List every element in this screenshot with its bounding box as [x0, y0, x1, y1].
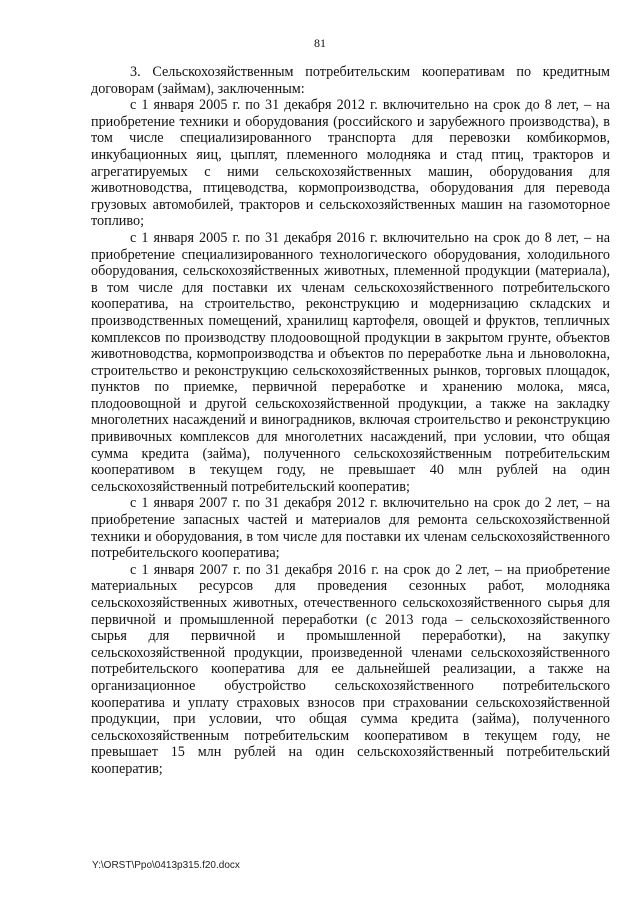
- document-body: [91, 64, 610, 778]
- paragraph-item-3: 3. Сельскохозяйственным потребительским кооперативам по кредитным договорам (займам), заключенным:: [91, 64, 610, 97]
- paragraph-term-2005-2016-8-years: с 1 января 2005 г. по 31 декабря 2016 г. включительно на срок до 8 лет, – на приобретение специализированного технологического оборудования, холодильного оборудования, сельскохозяйственных животных, племенной продукции (материала), в том числе для поставки их членам сельскохозяйственного потребительского кооператива, на строительство, реконструкцию и модернизацию складских и производственных помещений, хранилищ картофеля, овощей и фруктов, тепличных комплексов по производству плодоовощной продукции в закрытом грунте, объектов животноводства, кормопроизводства и объектов по переработке льна и льноволокна, строительство и реконструкцию сельскохозяйственных рынков, торговых площадок, пунктов по приемке, первичной переработке и хранению молока, мяса, плодоовощной и другой сельскохозяйственной продукции, а также на закладку многолетних насаждений и виноградников, включая строительство и реконструкцию прививочных комплексов для многолетних насаждений, при условии, что общая сумма кредита (займа), полученного сельскохозяйственным потребительским кооперативом в текущем году, не превышает 40 млн рублей на один сельскохозяйственный потребительский кооператив;: [91, 229, 610, 495]
- footer-file-path: Y:\ORST\Ppo\0413p315.f20.docx: [92, 860, 240, 871]
- paragraph-term-2005-2012-8-years: с 1 января 2005 г. по 31 декабря 2012 г. включительно на срок до 8 лет, – на приобретение техники и оборудования (российского и зарубежного производства), в том числе специализированного транспорта для перевозки комбикормов, инкубационных яиц, цыплят, племенного молодняка и стад птиц, тракторов и агрегатируемых с ними сельскохозяйственных машин, оборудования для животноводства, птицеводства, кормопроизводства, оборудования для перевода грузовых автомобилей, тракторов и сельскохозяйственных машин на газомоторное топливо;: [91, 97, 610, 230]
- page-number: 81: [314, 36, 326, 50]
- paragraph-term-2007-2016-2-years: с 1 января 2007 г. по 31 декабря 2016 г. на срок до 2 лет, – на приобретение материальных ресурсов для проведения сезонных работ, молодняка сельскохозяйственных животных, отечественного сельскохозяйственного сырья для первичной и промышленной переработки (с 2013 года – сельскохозяйственного сырья для первичной и промышленной переработки), на закупку сельскохозяйственной продукции, произведенной членами сельскохозяйственного потребительского кооператива для ее дальнейшей реализации, а также на организационное обустройство сельскохозяйственного потребительского кооператива и уплату страховых взносов при страховании сельскохозяйственной продукции, при условии, что общая сумма кредита (займа), полученного сельскохозяйственным потребительским кооперативом в текущем году, не превышает 15 млн рублей на один сельскохозяйственный потребительский кооператив;: [91, 561, 610, 777]
- paragraph-term-2007-2012-2-years: с 1 января 2007 г. по 31 декабря 2012 г. включительно на срок до 2 лет, – на приобретение запасных частей и материалов для ремонта сельскохозяйственной техники и оборудования, в том числе для поставки их членам сельскохозяйственного потребительского кооператива;: [91, 495, 610, 562]
